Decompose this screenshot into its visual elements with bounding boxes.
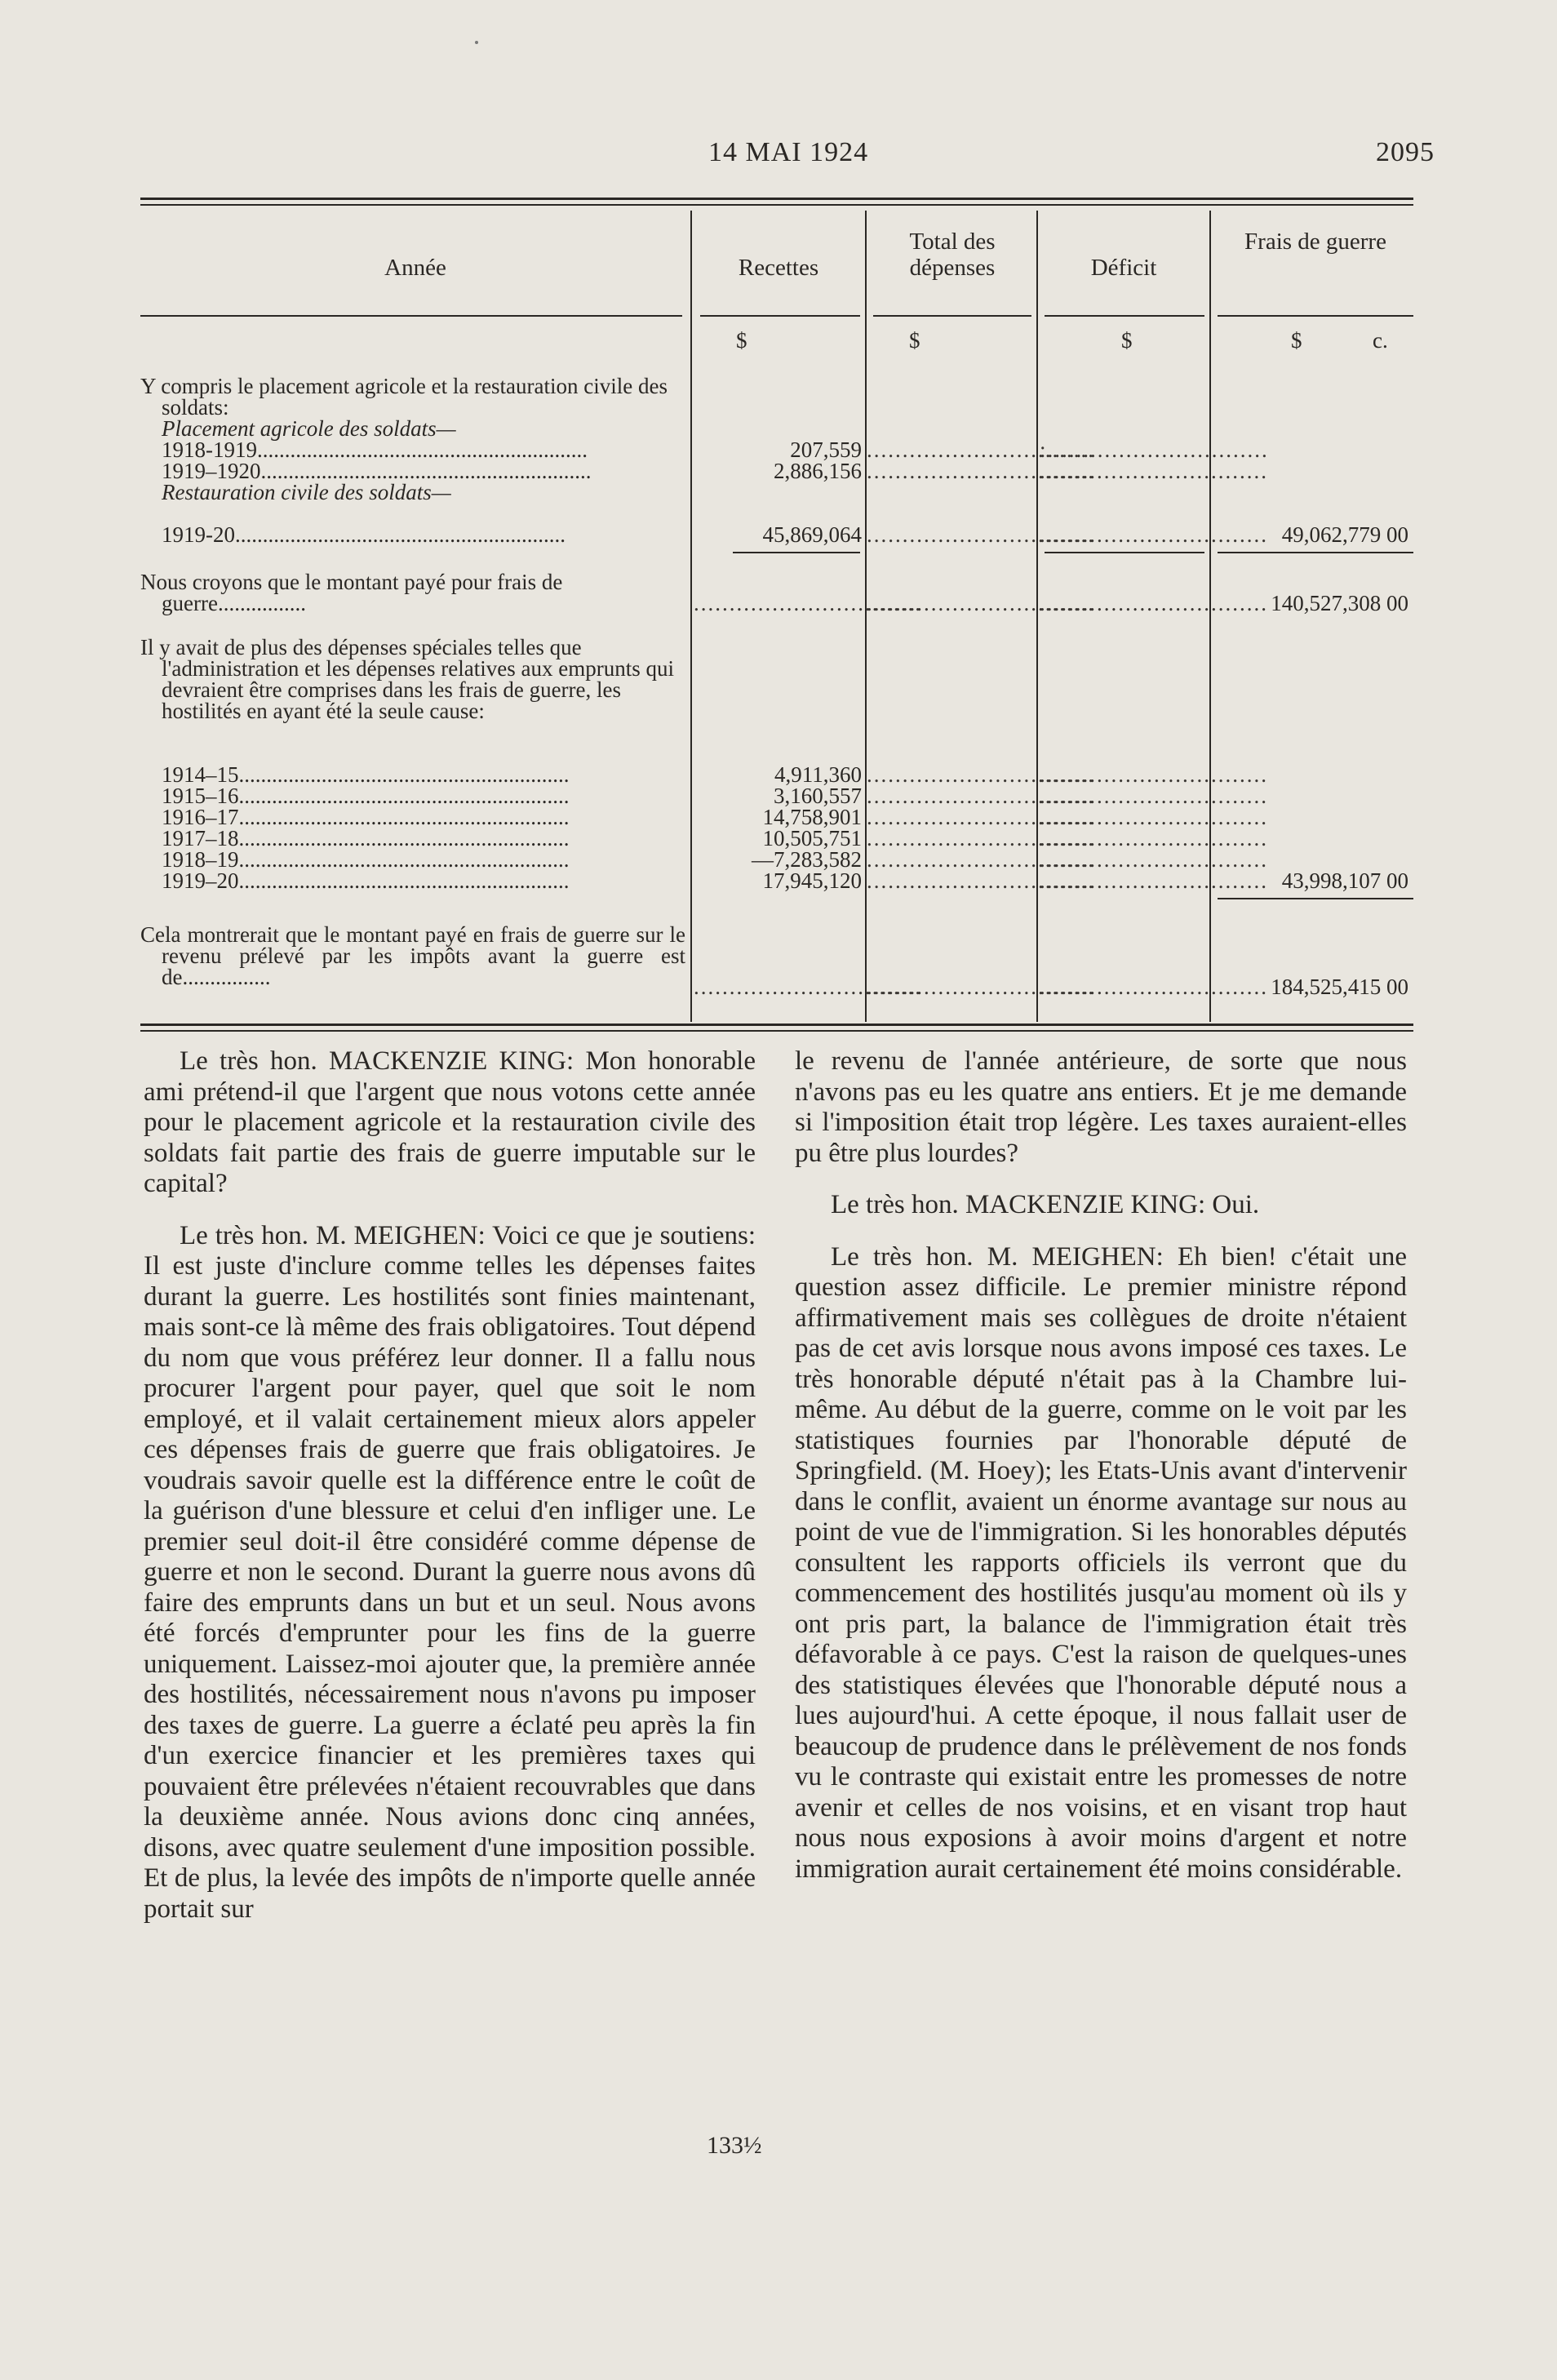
unit-cents: c. xyxy=(1373,328,1388,353)
leader-dots: ................................ xyxy=(1040,868,1268,893)
section2-text xyxy=(140,571,685,614)
section2-label xyxy=(140,571,685,614)
col-header-total: Total des dépenses xyxy=(909,229,996,281)
top-double-rule xyxy=(140,198,1413,206)
header-underline xyxy=(1218,315,1413,317)
left-column xyxy=(144,1046,756,1946)
row-label xyxy=(162,460,685,482)
leader-dots: ................................ xyxy=(867,591,1095,615)
leader-dots: ................................ xyxy=(867,784,1095,808)
row-year: 1917–18 xyxy=(162,826,239,850)
col-header-frais: Frais de guerre xyxy=(1244,229,1386,255)
leader-dots: ................................ xyxy=(867,826,1095,850)
leader-dots: ............................................................ xyxy=(235,522,566,547)
col-header-annee: Année xyxy=(384,255,446,281)
leader-dots: ................................ xyxy=(867,459,1095,483)
leader-dots: ................ xyxy=(182,965,271,989)
row-label xyxy=(162,828,685,849)
leader-dots: ................ xyxy=(217,591,306,615)
leader-dots: ............................................................ xyxy=(257,437,588,462)
col-header-deficit: Déficit xyxy=(1090,255,1157,281)
unit-recettes: $ xyxy=(736,328,747,353)
row-label xyxy=(162,806,685,828)
cell-recettes: 10,505,751 xyxy=(762,826,862,850)
cell-frais: 140,527,308 00 xyxy=(1271,591,1408,615)
row-year: 1919-20 xyxy=(162,522,235,547)
row-label xyxy=(162,849,685,870)
leader-dots: ................................ xyxy=(1040,459,1268,483)
leader-dots: ................................ xyxy=(867,975,1095,999)
column-divider xyxy=(1036,211,1038,1022)
section3-label: Il y avait de plus des dépenses spéciales telles que l'administration et les dépenses relatives aux emprunts qui devraient être comprises dans les frais de guerre, les hostilités en ayant été la seule cause: xyxy=(140,635,674,723)
unit-frais: $ xyxy=(1291,328,1302,353)
header-underline xyxy=(140,315,682,317)
section4-label xyxy=(140,924,685,988)
section1-intro-text: Y compris le placement agricole et la restauration civile des soldats: xyxy=(140,374,668,420)
row-year: 1915–16 xyxy=(162,784,239,808)
cell-frais: 49,062,779 00 xyxy=(1281,522,1408,547)
leader-dots: ................................ xyxy=(1040,762,1268,787)
leader-dots: ................................ xyxy=(867,522,1095,547)
right-column xyxy=(795,1046,1407,1906)
paragraph: Le très hon. M. MEIGHEN: Voici ce que je soutiens: Il est juste d'inclure comme telles les dépenses faites durant la guerre. Les hostilités sont finies maintenant, mais sont-ce là même des frais obligatoires. Tout dépend du nom que vous préférez leur donner. Il a fallu nous procurer l'argent pour payer, quel que soit le nom employé, et il valait certainement mieux alors appeler ces dépenses frais de guerre que frais obligatoires. Je voudrais savoir quelle est la différence entre le coût de la guérison d'une blessure et celui d'en infliger une. Le premier seul doit-il être considéré comme dépense de guerre et non le second. Durant la guerre nous avons dû faire des emprunts dans un but et un seul. Nous avons été forcés d'emprunter pour les fins de la guerre uniquement. Laissez-moi ajouter que, la première année des hostilités, nécessairement nous n'avons pu imposer des taxes de guerre. La guerre a éclaté peu après la fin d'un exercice financier et les premières taxes qui pouvaient être prélevées n'étaient recouvrables que dans la deuxième année. Nous avions donc cinq années, disons, avec quatre seulement d'une imposition possible. Et de plus, la levée des impôts de n'importe quelle année portait sur xyxy=(144,1220,756,1924)
cell-recettes: 4,911,360 xyxy=(774,762,862,787)
paragraph: Le très hon. MACKENZIE KING: Mon honorable ami prétend-il que l'argent que nous votons cette année pour le placement agricole et la restauration civile des soldats fait partie des frais de guerre imputable sur le capital? xyxy=(144,1046,756,1198)
row-label xyxy=(162,524,685,545)
leader-dots: ................................ xyxy=(1040,826,1268,850)
column-divider xyxy=(865,211,867,1022)
leader-dots: ................................ xyxy=(1040,805,1268,829)
page-number: 2095 xyxy=(1376,137,1435,167)
cell-recettes: 45,869,064 xyxy=(762,522,862,547)
header-underline xyxy=(700,315,860,317)
paragraph: Le très hon. MACKENZIE KING: Oui. xyxy=(831,1190,1260,1219)
cell-recettes: —7,283,582 xyxy=(752,847,862,872)
leader-dots: ................................ xyxy=(1040,522,1268,547)
leader-dots: ................................ xyxy=(694,591,922,615)
col-header-recettes: Recettes xyxy=(738,255,819,281)
paper-speck xyxy=(475,41,478,44)
paragraph: Le très hon. M. MEIGHEN: Eh bien! c'était une question assez difficile. Le premier ministre répond affirmativement mais ses collègues de droite n'étaient pas de cet avis lorsque nous avons imposé ces taxes. Le très honorable député n'était pas à la Chambre lui-même. Au début de la guerre, comme on le voit par les statistiques fournies par l'honorable député de Springfield. (M. Hoey); les Etats-Unis avant d'intervenir dans le conflit, avaient un énorme avantage sur nous au point de vue de l'immigration. Si les honorables députés consultent les rapports officiels ils verront que du commencement des hostilités jusqu'au moment où ils y ont pris part, la balance de l'immigration était très défavorable à ce pays. C'est la raison de quelques-unes des statistiques élevées que l'honorable député nous a lues aujourd'hui. A cette époque, il nous fallait user de beaucoup de prudence dans le prélèvement de nos fonds vu le contraste qui existait entre les promesses de notre avenir et celles de nos voisins, et en visant trop haut nous nous exposions à avoir moins d'argent et notre immigration aurait certainement été moins considérable. xyxy=(795,1241,1407,1884)
bottom-double-rule xyxy=(140,1023,1413,1032)
leader-dots: ................................ xyxy=(1040,847,1268,872)
row-year: 1914–15 xyxy=(162,762,239,787)
leader-dots: ............................................................ xyxy=(260,459,592,483)
folio-signature: 133½ xyxy=(707,2132,762,2159)
section1-sub1: Placement agricole des soldats— xyxy=(162,416,456,441)
leader-dots: ............................................................ xyxy=(238,784,570,808)
row-label xyxy=(162,439,685,460)
section1-intro xyxy=(140,375,685,418)
leader-dots: ................................ xyxy=(1040,975,1268,999)
section4-text-span: Cela montrerait que le montant payé en frais de guerre sur le revenu prélevé par les impôts avant la guerre est de xyxy=(140,922,685,989)
cell-frais: 43,998,107 00 xyxy=(1281,868,1408,893)
unit-total: $ xyxy=(909,328,920,353)
leader-dots: ................................ xyxy=(694,975,922,999)
sum-rule xyxy=(1218,898,1413,899)
header-underline xyxy=(1045,315,1204,317)
column-divider xyxy=(1209,211,1211,1022)
row-year: 1919–1920 xyxy=(162,459,261,483)
cell-recettes: 3,160,557 xyxy=(774,784,862,808)
running-header-date: 14 MAI 1924 xyxy=(708,137,869,167)
cell-recettes: 207,559 xyxy=(790,437,862,462)
column-divider xyxy=(690,211,692,1022)
leader-dots: ............................................................ xyxy=(238,847,570,872)
leader-dots: ................................ xyxy=(867,437,1095,462)
leader-dots: ............................................................ xyxy=(238,762,570,787)
section3-text xyxy=(140,637,685,722)
leader-dots: ................................ xyxy=(867,868,1095,893)
leader-dots: ............................................................ xyxy=(238,805,570,829)
row-year: 1918-1919 xyxy=(162,437,257,462)
leader-dots: ............................................................ xyxy=(238,868,570,893)
sum-rule xyxy=(1045,552,1204,553)
row-label xyxy=(162,870,685,891)
row-label xyxy=(162,764,685,785)
section1-sub2: Restauration civile des soldats— xyxy=(162,480,451,504)
section2-text-span: Nous croyons que le montant payé pour frais de guerre xyxy=(140,570,563,615)
cell-recettes: 14,758,901 xyxy=(762,805,862,829)
section4-text xyxy=(140,924,685,988)
header-underline xyxy=(873,315,1031,317)
row-label xyxy=(162,785,685,806)
leader-dots: ............................................................ xyxy=(238,826,570,850)
sum-rule xyxy=(1218,552,1413,553)
leader-dots: :............................... xyxy=(1040,437,1269,462)
row-year: 1919–20 xyxy=(162,868,239,893)
leader-dots: ................................ xyxy=(1040,591,1268,615)
unit-deficit: $ xyxy=(1121,328,1133,353)
leader-dots: ................................ xyxy=(867,805,1095,829)
leader-dots: ................................ xyxy=(1040,784,1268,808)
leader-dots: ................................ xyxy=(867,847,1095,872)
cell-recettes: 17,945,120 xyxy=(762,868,862,893)
row-year: 1918–19 xyxy=(162,847,239,872)
paragraph: le revenu de l'année antérieure, de sorte que nous n'avons pas eu les quatre ans entiers. Et je me demande si l'imposition était trop légère. Les taxes auraient-elles pu être plus lourdes? xyxy=(795,1046,1407,1168)
row-year: 1916–17 xyxy=(162,805,239,829)
sum-rule xyxy=(733,552,860,553)
leader-dots: ................................ xyxy=(867,762,1095,787)
cell-recettes: 2,886,156 xyxy=(774,459,862,483)
cell-frais: 184,525,415 00 xyxy=(1271,975,1408,999)
